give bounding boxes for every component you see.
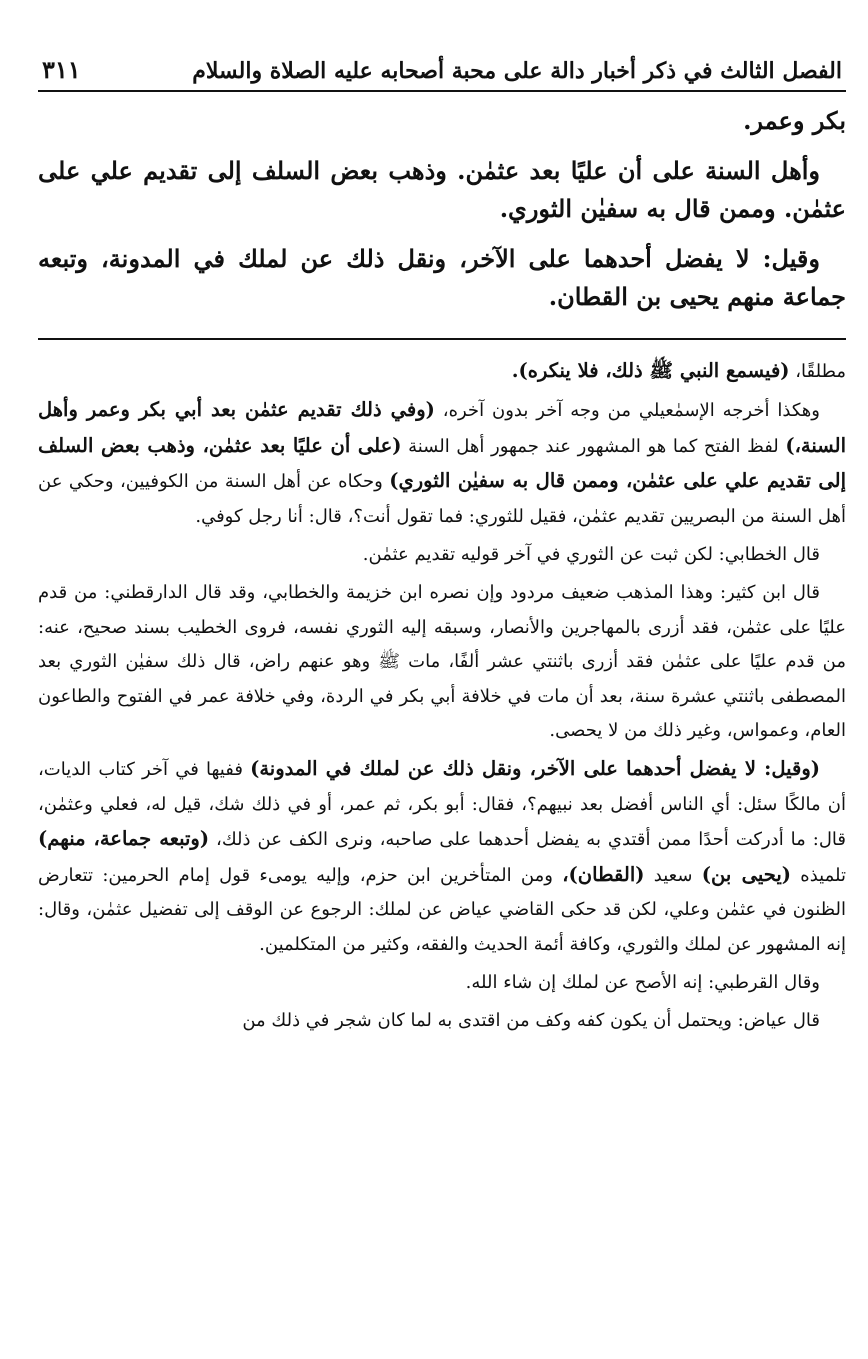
- text-separator-rule: [38, 338, 846, 340]
- quoted-main-text: (القطان)،: [562, 862, 645, 886]
- commentary-paragraph-1: [38, 354, 846, 389]
- commentary-run: قال ابن كثير: وهذا المذهب ضعيف مردود وإن نصره ابن خزيمة والخطابي، وقد قال الدارقطني: من قدم عليًا على عثمٰن، فقد أزرى بالمهاجرين والأنصار، وسبقه إليه الثوري نفسه، فروى الخطيب بسند صحيح، عنه: من قدم عليًا على عثمٰن فقد أزرى باثنتي عشر ألفًا، مات ﷺ وهو عنهم راض، قال ذلك سفيٰن الثوري بعد المصطفى باثنتي عشرة سنة، بعد أن مات في خلافة أبي بكر في الردة، وفي خلافة عمر في الفتوح والطاعون العام، وعمواس، وغير ذلك من لا يحصى.: [38, 582, 846, 742]
- quoted-main-text: (وتبعه جماعة، منهم): [38, 827, 210, 851]
- quoted-main-text: (على أن عليًا بعد عثمٰن، وذهب بعض السلف إلى تقديم علي على عثمٰن، وممن قال به سفيٰن الثوري): [38, 433, 846, 493]
- book-page: [38, 40, 846, 1043]
- commentary-paragraph-4: [38, 576, 846, 748]
- quoted-main-text: (وفي ذلك تقديم عثمٰن بعد أبي بكر وعمر وأهل السنة،): [38, 398, 846, 457]
- commentary-run: مطلقًا،: [789, 361, 846, 382]
- header-rule: [38, 90, 846, 92]
- commentary-run: سعيد: [644, 864, 702, 886]
- main-paragraph-1: بكر وعمر.: [743, 106, 846, 135]
- commentary-run: وهكذا أخرجه الإسمٰعيلي من وجه آخر بدون آخره،: [434, 400, 820, 422]
- commentary-run: تلميذه: [791, 864, 846, 886]
- commentary-run: ومن المتأخرين ابن حزم، وإليه يومىء قول إمام الحرمين: تتعارض الظنون في عثمٰن وعلي، لكن قد حكى القاضي عياض عن لملك: الرجوع عن الوقف إلى تفضيل عثمٰن، وقال: إنه المشهور عن لملك والثوري، وكافة أئمة الحديث والفقه، وكثير من المتكلمين.: [38, 864, 846, 955]
- commentary-run: لفظ الفتح كما هو المشهور عند جمهور أهل السنة: [401, 435, 786, 457]
- commentary-paragraph-6: [38, 966, 846, 1000]
- commentary-paragraph-3: [38, 538, 846, 572]
- commentary-text: [38, 354, 846, 1039]
- commentary-run: وحكاه عن أهل السنة من الكوفيين، وحكي عن أهل السنة من البصريين تقديم عثمٰن، فقيل للثوري: فما تقول أنت؟، قال: أنا رجل كوفي.: [38, 471, 846, 527]
- commentary-paragraph-7: [38, 1004, 846, 1038]
- commentary-run: قال عياض: ويحتمل أن يكون كفه وكف من اقتدى به لما كان شجر في ذلك من: [242, 1010, 820, 1032]
- commentary-paragraph-2: [38, 393, 846, 534]
- commentary-paragraph-5: [38, 752, 846, 961]
- commentary-run: قال الخطابي: لكن ثبت عن الثوري في آخر قوليه تقديم عثمٰن.: [362, 544, 820, 566]
- chapter-title: الفصل الثالث في ذكر أخبار دالة على محبة أصحابه عليه الصلاة والسلام: [192, 58, 842, 84]
- commentary-run: ففيها في آخر كتاب الديات، أن مالكًا سئل: أي الناس أفضل بعد نبيهم؟، فقال: أبو بكر، ثم عمر، أو في ذلك شك، قيل له، فعلي وعثمٰن، قال: ما أدركت أحدًا ممن أقتدي به يفضل أحدهما على صاحبه، ونرى الكف عن ذلك،: [38, 759, 846, 851]
- main-text: [38, 102, 846, 316]
- main-paragraph-2: وأهل السنة على أن عليًا بعد عثمٰن. وذهب بعض السلف إلى تقديم علي على عثمٰن. وممن قال به سفيٰن الثوري.: [38, 156, 846, 223]
- quoted-main-text: (فيسمع النبي ﷺ ذلك، فلا ينكره).: [511, 359, 790, 382]
- quoted-main-text: (يحيى بن): [701, 862, 791, 886]
- running-header: [38, 40, 846, 84]
- commentary-run: وقال القرطبي: إنه الأصح عن لملك إن شاء الله.: [465, 971, 820, 993]
- main-paragraph-3: وقيل: لا يفضل أحدهما على الآخر، ونقل ذلك عن لملك في المدونة، وتبعه جماعة منهم يحيى بن القطان.: [38, 244, 846, 311]
- quoted-main-text: (وقيل: لا يفضل أحدهما على الآخر، ونقل ذلك عن لملك في المدونة): [250, 757, 821, 781]
- page-number: ٣١١: [42, 55, 81, 84]
